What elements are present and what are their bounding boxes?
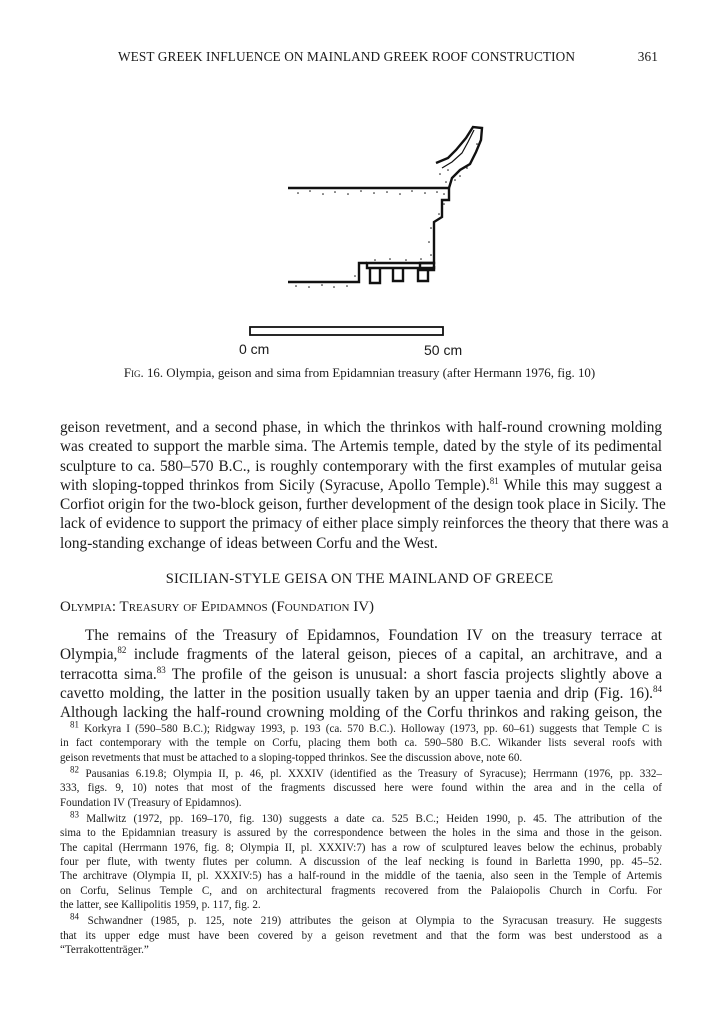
- footnote-83: $^{83}$ Mallwitz (1972, pp. 169–170, fig. 130) suggests a date ca. 525 B.C.; Heiden 1990, p. 45. The attribution of the sima to the Epidamnian treasury is assured by the correspondence between the holes in the sima and those in the geison. The capital (Herrmann 1976, fig. 8; Olympia II, pl. XXXIV:7) has a row of sculptured leaves below the echinus, probably four per flute, with twenty flutes per column. A discussion of the leaf necking is found in Barletta 1990, pp. 45–52. The architrave (Olympia II, pl. XXXIV:5) has a half-round in the middle of the taenia, also seen in the Temple of Artemis on Corfu, Selinus Temple C, and on architectural fragments recovered from the Palaiopolis Church in Corfu. For the latter, see Kallipolitis 1959, p. 117, fig. 2.: [60, 809, 663, 912]
- text-line: with sloping-topped thrinkos from Sicily (Syracuse, Apollo Temple).$^{81}$ While this may suggest a: [60, 475, 663, 494]
- text-line: geison revetment, and a second phase, in which the thrinkos with half-round crowning molding: [60, 419, 662, 436]
- text-line: was created to support the marble sima. The Artemis temple, dated by the style of its pedimental: [60, 438, 662, 456]
- text-line: Olympia,$^{82}$ include fragments of the lateral geison, pieces of a capital, an architrave, and a: [60, 645, 662, 664]
- geison-profile-line: [420, 188, 449, 270]
- footnote-82: $^{82}$ Pausanias 6.19.8; Olympia II, p. 46, pl. XXXIV (identified as the Treasury of Syracuse); Herrmann (1976, pp. 332– 333, figs. 9, 10) notes that most of the fragments discussed here were found within the area and in the cella of Foundation IV (Treasury of Epidamnos).: [60, 764, 662, 809]
- text-line: Corfiot origin for the two-block geison, further development of the design took place in Sicily. The: [60, 496, 666, 514]
- stippling-dots: [295, 143, 478, 288]
- paragraph-1: [60, 418, 669, 553]
- text-line: Although lacking the half-round crowning molding of the Corfu thrinkos and raking geison, the: [60, 704, 662, 722]
- paragraph-2: [60, 626, 662, 722]
- footnote-number: 83: [70, 809, 79, 820]
- note-ref-82[interactable]: 82: [117, 645, 127, 656]
- scale-label-start: 0 cm: [239, 341, 270, 357]
- text-line: sculpture to ca. 580–570 B.C., is roughly contemporary with the first examples of mutular geisa: [60, 457, 662, 475]
- text-line: long-standing exchange of ideas between Corfu and the West.: [60, 534, 438, 552]
- text-line: lack of evidence to support the primacy of either place simply reinforces the theory that there was a: [60, 515, 669, 533]
- note-ref-83[interactable]: 83: [156, 664, 166, 675]
- figure-caption: [0, 366, 719, 381]
- caption-label: Fig. 16.: [123, 366, 164, 380]
- note-ref-84[interactable]: 84: [653, 683, 662, 694]
- note-ref-81[interactable]: 81: [489, 475, 499, 486]
- running-title: WEST GREEK INFLUENCE ON MAINLAND GREEK ROOF CONSTRUCTION: [118, 49, 576, 64]
- footnotes: [60, 719, 663, 960]
- section-heading: SICILIAN-STYLE GEISA ON THE MAINLAND OF GREECE: [165, 571, 554, 587]
- footnote-number: 81: [70, 719, 79, 730]
- figure-16: [230, 118, 490, 363]
- scale-label-end: 50 cm: [424, 342, 463, 358]
- lower-bed-line: [288, 263, 367, 282]
- sima-profile-line: [436, 127, 482, 188]
- scale-bar: [250, 327, 443, 335]
- footnote-84: $^{84}$ Schwandner (1985, p. 125, note 219) attributes the geison at Olympia to the Syracusan treasury. He suggests that its upper edge must have been covered by a geison revetment and that the form was best understood as a “Terrakottenträger.”: [60, 911, 662, 957]
- footnote-number: 84: [70, 911, 79, 922]
- footnote-number: 82: [70, 764, 79, 775]
- text-line: terracotta sima.$^{83}$ The profile of the geison is unusual: a short fascia projects slightly above a: [60, 664, 662, 683]
- subsection-heading: Olympia: Treasury of Epidamnos (Foundation IV): [60, 599, 375, 615]
- text-line: The remains of the Treasury of Epidamnos, Foundation IV on the treasury terrace at: [85, 627, 662, 644]
- mutule-2: [393, 268, 403, 281]
- text-line: cavetto molding, the latter in the position usually taken by an upper taenia and drip (Fig. 16).$^{84}$: [60, 683, 662, 702]
- geison-profile-drawing: [230, 118, 490, 363]
- caption-text: Olympia, geison and sima from Epidamnian treasury (after Hermann 1976, fig. 10): [166, 366, 596, 380]
- taenia-block: [367, 263, 434, 268]
- page-number: 361: [637, 49, 658, 64]
- mutule-1: [370, 268, 380, 283]
- footnote-81: $^{81}$ Korkyra I (590–580 B.C.); Ridgway 1993, p. 193 (ca. 570 B.C.). Holloway (1973, pp. 60–61) suggests that Temple C is in fact contemporary with the temple on Corfu, placing them both ca. 590–580 B.C. Wikander lists several roofs with geison revetments that must be attached to a sloping-topped thrinkos. See the discussion above, note 60.: [60, 719, 662, 764]
